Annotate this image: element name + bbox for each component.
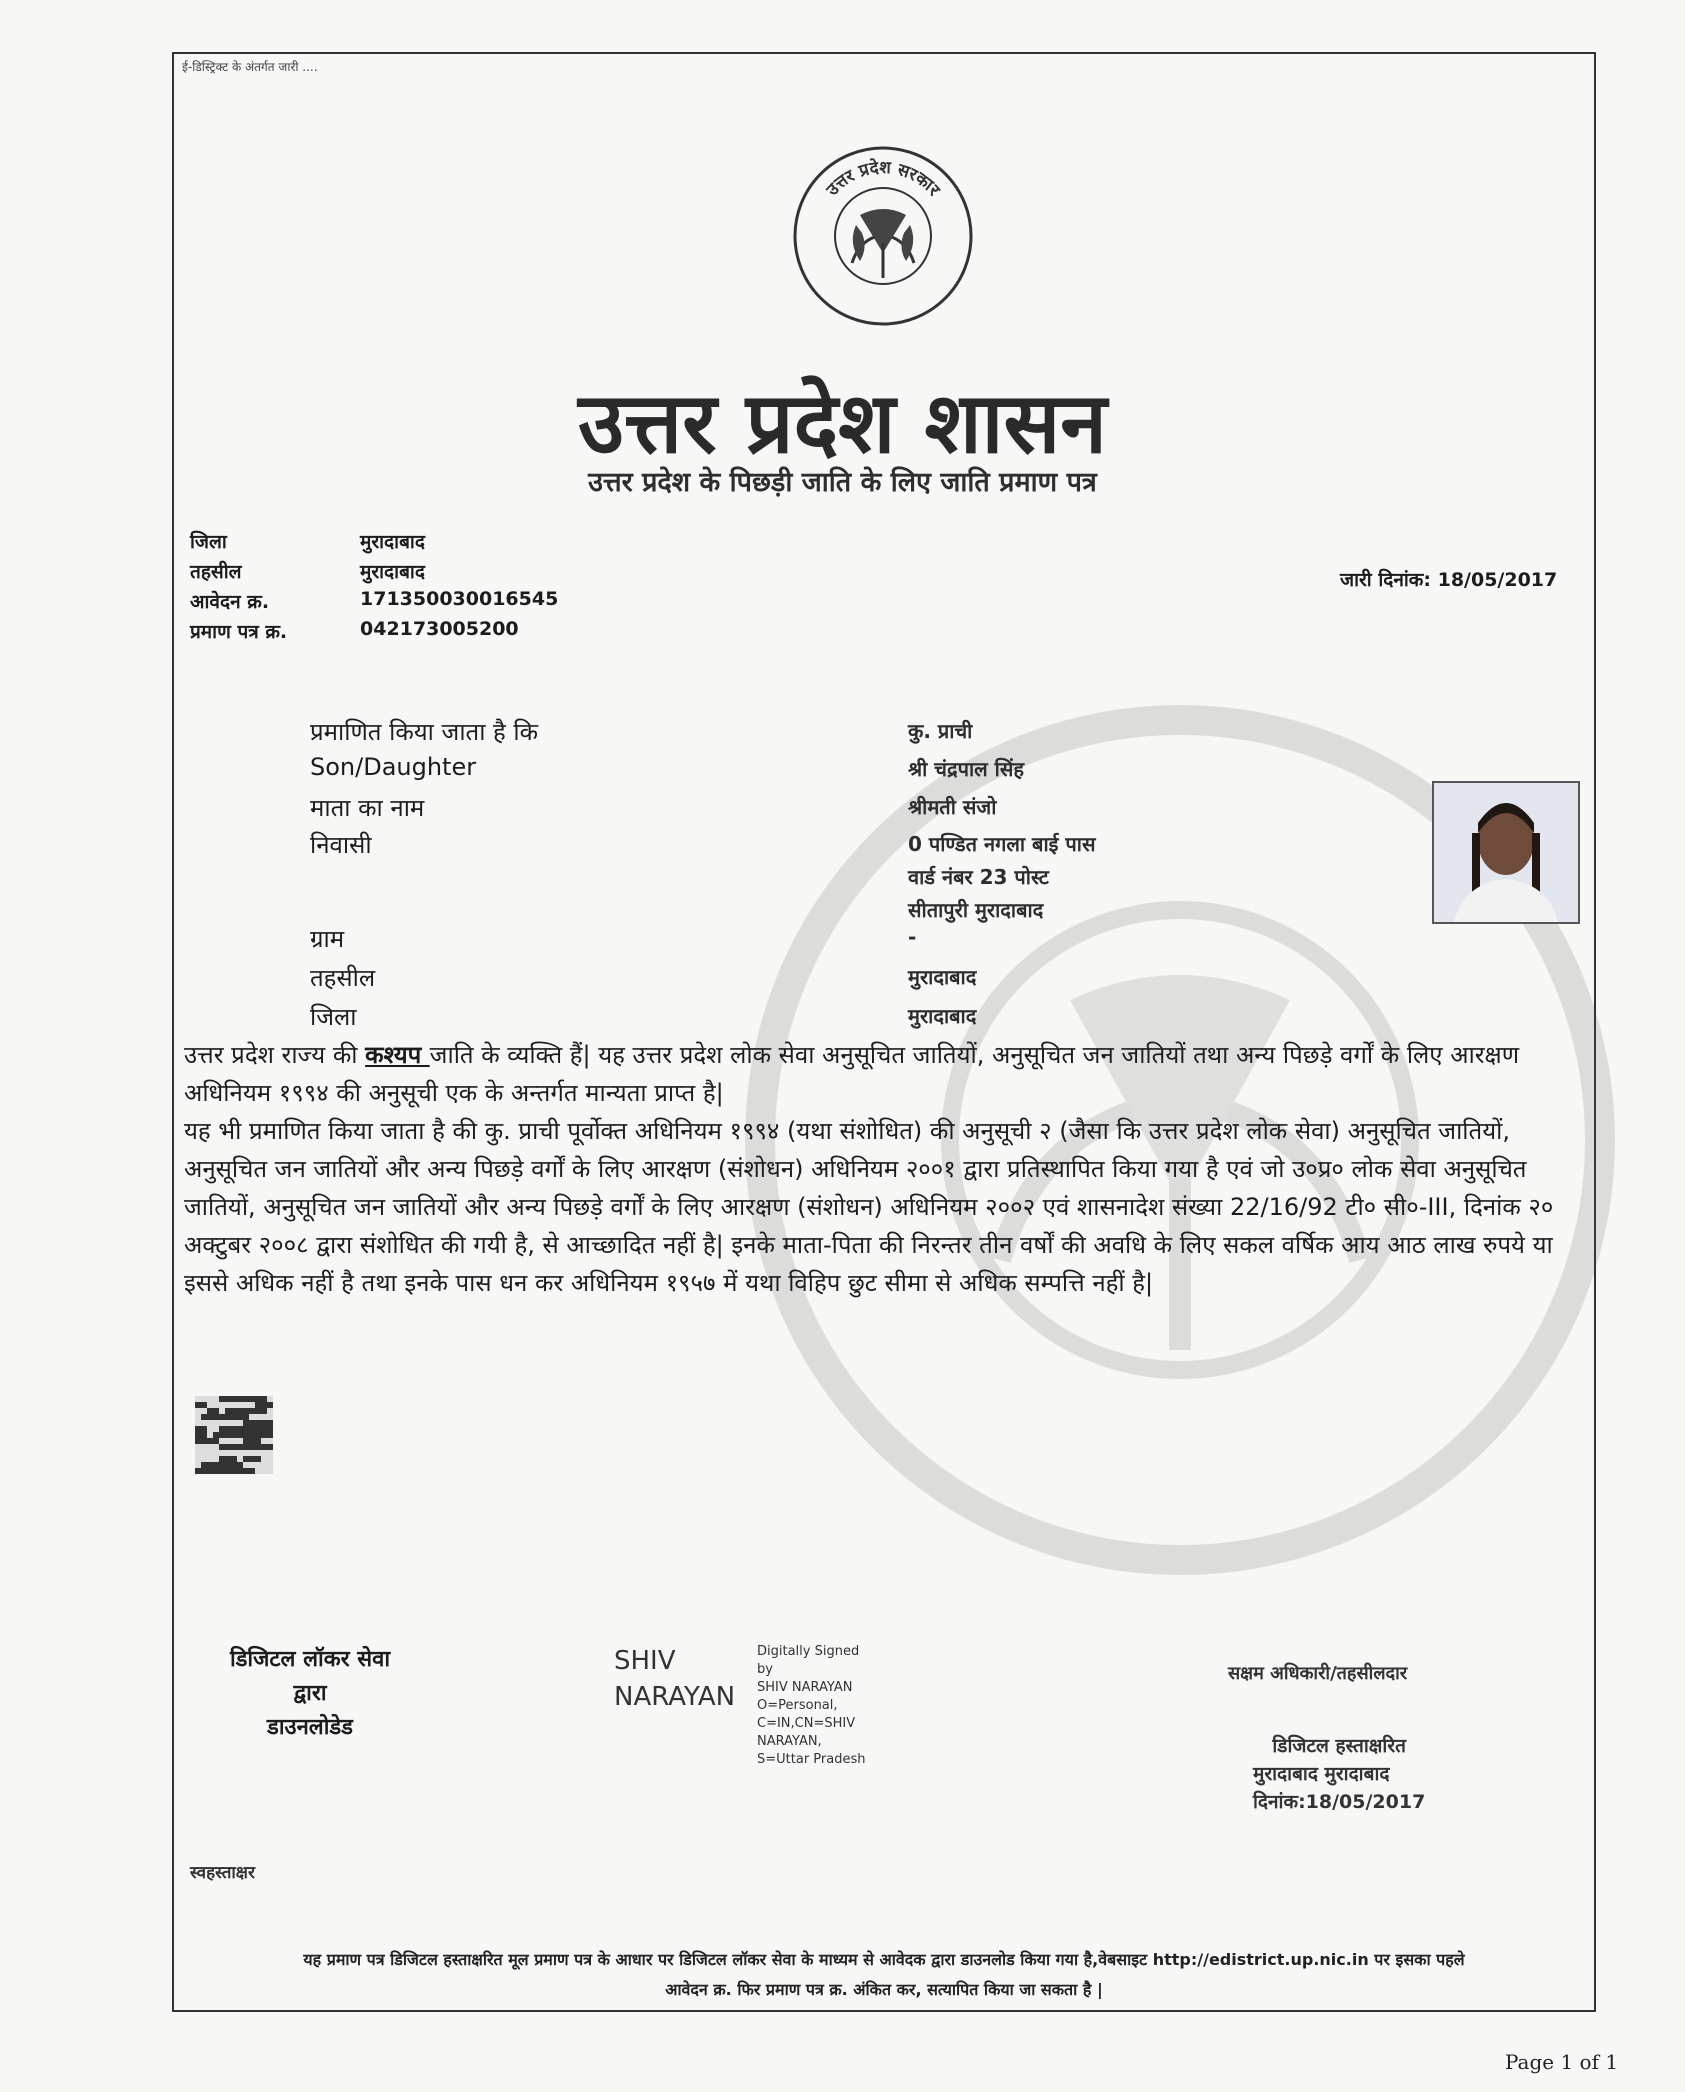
- applicant-photo: [1432, 781, 1580, 924]
- meta-district-label: जिला: [190, 531, 227, 553]
- meta-tehsil-label: तहसील: [190, 561, 242, 583]
- sig-detail-line: SHIV NARAYAN: [757, 1680, 853, 1695]
- issue-date: जारी दिनांक: 18/05/2017: [1340, 569, 1558, 591]
- meta-block: [190, 528, 558, 648]
- field-resident-line3: सीतापुरी मुरादाबाद: [908, 898, 1044, 922]
- up-government-emblem: [790, 143, 976, 329]
- field-mother-label: माता का नाम: [310, 794, 425, 822]
- meta-tehsil-value: मुरादाबाद: [360, 561, 425, 583]
- field-village-value: -: [908, 925, 917, 949]
- field-resident-line2: वार्ड नंबर 23 पोस्ट: [908, 865, 1049, 889]
- sig-detail-line: C=IN,CN=SHIV: [757, 1716, 856, 1731]
- officer-line3: दिनांक:18/05/2017: [1253, 1791, 1426, 1813]
- footer-line2: आवेदन क्र. फिर प्रमाण पत्र क्र. अंकित कर, सत्यापित किया जा सकता है |: [665, 1980, 1103, 1999]
- field-tehsil-label: तहसील: [310, 964, 376, 992]
- field-district-value: मुरादाबाद: [908, 1004, 977, 1028]
- digilocker-line1: डिजिटल लॉकर सेवा: [229, 1647, 391, 1672]
- body-paragraph-1: [184, 1036, 1580, 1112]
- qr-code: [195, 1395, 273, 1475]
- body-p1-after: जाति के व्यक्ति हैं| यह उत्तर प्रदेश लोक सेवा अनुसूचित जातियों, अनुसूचित जन जातियों तथा अन्य पिछड़े वर्गों के लिए आरक्षण अधिनियम १९९४ की अनुसूची एक के अन्तर्गत मान्यता प्राप्त है|: [184, 1041, 1520, 1107]
- digilocker-line3: डाउनलोडेड: [267, 1715, 353, 1740]
- field-tehsil-value: मुरादाबाद: [908, 965, 977, 989]
- officer-line2: मुरादाबाद मुरादाबाद: [1253, 1763, 1390, 1785]
- top-note: ई-डिस्ट्रिक्ट के अंतर्गत जारी ....: [182, 60, 318, 74]
- field-son-daughter-value: श्री चंद्रपाल सिंह: [908, 757, 1025, 781]
- field-district-label: जिला: [310, 1003, 357, 1031]
- certificate-body: [184, 1036, 1580, 1302]
- officer-line1: डिजिटल हस्ताक्षरित: [1272, 1735, 1406, 1757]
- field-resident-label: निवासी: [310, 831, 372, 859]
- certificate-title: उत्तर प्रदेश शासन: [578, 374, 1107, 472]
- field-village-label: ग्राम: [310, 925, 345, 953]
- footer-line1: यह प्रमाण पत्र डिजिटल हस्ताक्षरित मूल प्रमाण पत्र के आधार पर डिजिटल लॉकर सेवा के माध्यम से आवेदक द्वारा डाउनलोड किया गया है,वेबसाइट http://edistrict.up.nic.in पर इसका पहले: [303, 1950, 1465, 1969]
- digital-signature-detail: [757, 1643, 865, 1769]
- meta-district-value: मुरादाबाद: [360, 531, 425, 553]
- self-signature-label: स्वहस्ताक्षर: [190, 1863, 255, 1883]
- sig-detail-line: by: [757, 1662, 773, 1677]
- digilocker-line2: द्वारा: [293, 1681, 327, 1706]
- meta-application-value: 171350030016545: [360, 588, 559, 610]
- body-paragraph-2: यह भी प्रमाणित किया जाता है की कु. प्राची पूर्वोक्त अधिनियम १९९४ (यथा संशोधित) की अनुसूची २ (जैसा कि उत्तर प्रदेश लोक सेवा) अनुसूचित जातियों, अनुसूचित जन जातियों और अन्य पिछड़े वर्गों के लिए आरक्षण (संशोधन) अधिनियम २००१ द्वारा प्रतिस्थापित किया गया है एवं जो उ०प्र० लोक सेवा अनुसूचित जातियों, अनुसूचित जन जातियों और अन्य पिछड़े वर्गों के लिए आरक्षण (संशोधन) अधिनियम २००२ एवं शासनादेश संख्या 22/16/92 टी० सी०-III, दिनांक २० अक्टुबर २००८ द्वारा संशोधित की गयी है, से आच्छादित नहीं है| इनके माता-पिता की निरन्तर तीन वर्षों की अवधि के लिए सकल वर्षिक आय आठ लाख रुपये या इससे अधिक नहीं है तथा इनके पास धन कर अधिनियम १९५७ में यथा विहिप छुट सीमा से अधिक सम्पत्ति नहीं है|: [184, 1117, 1554, 1297]
- digilocker-note: [190, 1643, 430, 1745]
- field-mother-value: श्रीमती संजो: [908, 795, 997, 819]
- officer-title: सक्षम अधिकारी/तहसीलदार: [1228, 1663, 1408, 1684]
- sig-detail-line: Digitally Signed: [757, 1644, 860, 1659]
- field-certify-label: प्रमाणित किया जाता है कि: [310, 718, 539, 746]
- meta-certificate-label: प्रमाण पत्र क्र.: [190, 621, 288, 643]
- signer-name-line2: NARAYAN: [614, 1682, 736, 1712]
- sig-detail-line: NARAYAN,: [757, 1734, 822, 1749]
- page-number: Page 1 of 1: [1505, 2050, 1619, 2074]
- caste-name: कश्यप: [365, 1041, 430, 1069]
- signer-name: [614, 1643, 735, 1715]
- sig-detail-line: S=Uttar Pradesh: [757, 1752, 866, 1767]
- field-resident-line1: 0 पण्डित नगला बाई पास: [908, 832, 1096, 856]
- certificate-subtitle: उत्तर प्रदेश के पिछड़ी जाति के लिए जाति प्रमाण पत्र: [588, 467, 1097, 498]
- svg-text:उत्तर प्रदेश सरकार: [822, 157, 944, 201]
- meta-application-label: आवेदन क्र.: [190, 591, 270, 613]
- footer-note: [176, 1945, 1592, 2005]
- meta-certificate-value: 042173005200: [360, 618, 519, 640]
- field-certify-value: कु. प्राची: [908, 719, 973, 743]
- officer-signature-block: [1253, 1732, 1425, 1816]
- field-son-daughter-label: Son/Daughter: [310, 753, 477, 781]
- body-p1-before: उत्तर प्रदेश राज्य की: [184, 1041, 366, 1069]
- emblem-text: उत्तर प्रदेश सरकार: [822, 157, 944, 201]
- signer-name-line1: SHIV: [614, 1646, 676, 1676]
- sig-detail-line: O=Personal,: [757, 1698, 838, 1713]
